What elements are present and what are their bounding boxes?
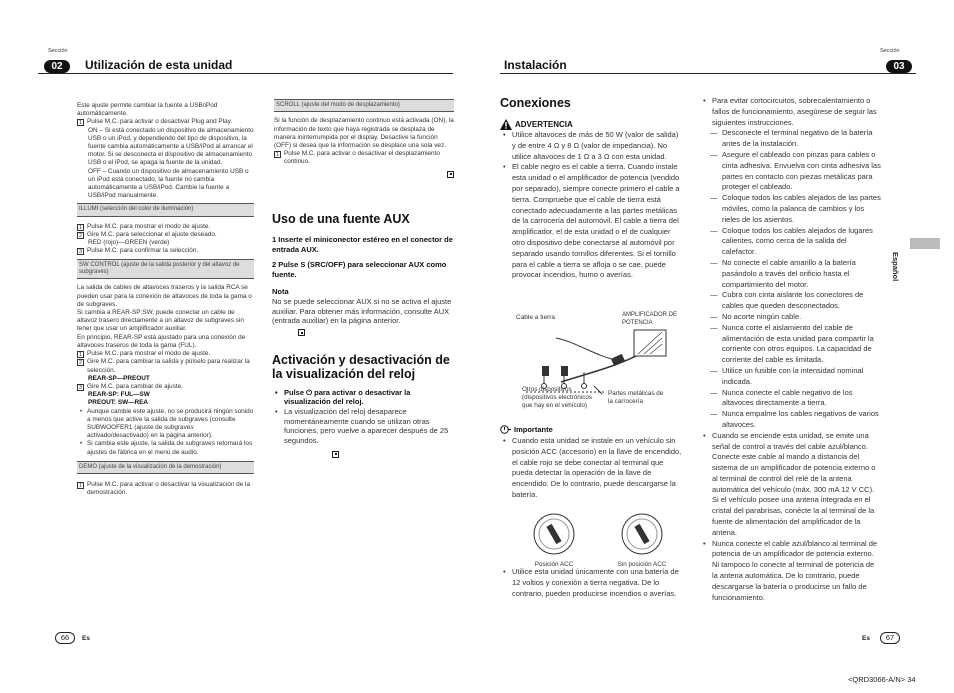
section-heading: Conexiones [500, 96, 571, 110]
dash-item: — Coloque todos los cables alejados de las partes móviles, como la palanca de cambios y los rieles de los asientos. [700, 193, 882, 225]
paragraph: Si cambia a REAR-SP:SW, puede conectar un cable de altavoz trasero directamente a un altavoz de subgraves sin tener que usar un amplificador auxiliar. [77, 309, 244, 333]
figure-label: Partes metálicas de la carrocería [608, 390, 664, 405]
section-number: 03 [886, 60, 912, 73]
end-mark-icon [447, 171, 454, 178]
option-list: PREOUT: SW—REA [88, 399, 149, 407]
page-number-right: 67 [880, 632, 900, 644]
section-number: 02 [44, 60, 70, 73]
step-text: • Pulse ⏻ para activar o desactivar la visualización del reloj. [272, 388, 454, 407]
column-4 [700, 96, 882, 603]
dash-item: — Nunca conecte el cable negativo de los altavoces directamente a tierra. [700, 388, 882, 410]
step-text: Pulse M.C. para activar o desactivar la visualización de la demostración. [87, 481, 251, 497]
paragraph: En principio, REAR-SP está ajustado para una conexión de altavoces traseros de toda la gama (FUL). [77, 333, 246, 349]
step-text: Gire M.C. para seleccionar el ajuste deseado. [87, 231, 217, 239]
warning-label: ADVERTENCIA [515, 120, 573, 129]
intro-text: Este ajuste permite cambiar la fuente a USB/iPod automáticamente. [77, 102, 218, 118]
step-text: Gire M.C. para cambiar de ajuste. [87, 382, 183, 390]
step-number-icon: 1 [78, 352, 83, 359]
dash-item: — No conecte el cable amarillo a la batería pasándolo a través del orificio hasta el compartimiento del motor. [700, 258, 882, 290]
scroll-header: SCROLL (ajuste del modo de desplazamiento) [274, 99, 454, 112]
warning-bullet: • Utilice esta unidad únicamente con una batería de 12 voltios y conexión a tierra negativa. De lo contrario, pueden producirse incendios o averías. [500, 567, 682, 599]
demo-header: DEMO (ajuste de la visualización de la demostración) [77, 461, 254, 474]
step-number-icon: 1 [275, 152, 280, 159]
step-text: Pulse M.C. para mostrar el modo de ajuste. [87, 222, 211, 230]
important-icon [500, 425, 511, 434]
dash-item: — Cubra con cinta aislante los conectores de cables que queden desconectados. [700, 290, 882, 312]
section-label: Sección [48, 48, 68, 54]
dash-item: — Utilice un fusible con la intensidad nominal indicada. [700, 366, 882, 388]
ignition-noacc-figure [612, 512, 672, 566]
note-text: • La visualización del reloj desaparece momentáneamente cuando se utilizan otras funciones, pero vuelve a aparecer después de 25 segundos. [272, 407, 454, 445]
option-list: RED (rojo)—GREEN (verde) [88, 239, 170, 247]
step-number-icon: 3 [78, 384, 83, 391]
option-on: ON – Si está conectado un dispositivo de almacenamiento USB o un iPod, y dependiendo del tipo de dispositivo, la fuente cambia automáticamente a USB/iPod al arrancar el motor. Si se desconecta el dispositivo de almacenamiento USB o el iPod, se apaga la fuente de la unidad. [88, 126, 254, 167]
ignition-acc-figure [527, 512, 581, 566]
important-bullet: • Cuando esta unidad se instale en un vehículo sin posición ACC (accesorio) en la llave de encendido, el cable rojo se debe conectar al terminal que pueda detectar la operación de la llave de encendido. De lo contrario, puede descargarse la batería. [500, 436, 682, 501]
step-number-icon: 1 [78, 483, 83, 490]
column-2 [274, 99, 454, 179]
ignition-noacc-icon [612, 512, 672, 556]
battery-note [500, 567, 682, 599]
warning-bullet: • Utilice altavoces de más de 50 W (valor de salida) y de entre 4 Ω y 8 Ω (valor de impedancia). No utilice altavoces de 1 Ω a 3 Ω con esta unidad. [500, 130, 682, 162]
page-title-left: Utilización de esta unidad [85, 58, 233, 72]
important-block [500, 425, 682, 501]
dash-item: — No acorte ningún cable. [700, 312, 882, 323]
step-number-icon: 1 [78, 224, 83, 231]
dash-item: — Nunca corte el aislamiento del cable de alimentación de esta unidad para compartir la corriente con otros equipos. La capacidad de corriente del cable es limitada. [700, 323, 882, 366]
page-title-right: Instalación [504, 58, 567, 72]
dash-item: — Desconecte el terminal negativo de la batería antes de la instalación. [700, 128, 882, 150]
step-number-icon: 2 [78, 360, 83, 367]
note-bullet: • Aunque cambie este ajuste, no se producirá ningún sonido a menos que active la salida de subgraves (consulte SUBWOOFER1 (ajuste de subgraves activado/desactivado) en la página anterior). [77, 408, 254, 441]
warning-bullet: • El cable negro es el cable a tierra. Cuando instale esta unidad o el amplificador de potencia (vendido por separado), siempre conecte primero el cable a tierra. Compruebe que el cable de tierra está conectado adecuadamente a las partes metálicas de la carrocería del automóvil. El cable a tierra del amplificador, el de esta unidad o el de cualquier otro dispositivo debe conectarse al automóvil por separado usando tornillos diferentes. Si el tornillo para el cable a tierra se afloja o se cae, puede provocar incendios, humo o averías. [500, 162, 682, 281]
step-number-icon: 2 [78, 233, 83, 240]
note-text: No se puede seleccionar AUX si no se activa el ajuste auxiliar. Para obtener más información, consulte AUX (entrada auxiliar) en la página anterior. [272, 296, 452, 326]
language-side-label: Español [891, 252, 900, 282]
section-heading: Activación y desactivación de la visualización del reloj [272, 352, 450, 381]
ignition-acc-icon [527, 512, 581, 556]
sw-control-header: SW CONTROL (ajuste de la salida posterior y del altavoz de subgraves) [77, 259, 254, 280]
important-label: Importante [514, 425, 553, 434]
step-text: Pulse M.C. para mostrar el modo de ajuste. [87, 350, 211, 358]
end-mark-icon [332, 451, 339, 458]
column-3 [500, 96, 682, 281]
dash-item: — Asegure el cableado con pinzas para cables o cinta adhesiva. Envuelva con cinta adhesiva las partes en contacto con piezas metálicas para proteger el cableado. [700, 150, 882, 193]
instruction-bullet: • Nunca conecte el cable azul/blanco al terminal de potencia de un amplificador de potencia externo. Ni tampoco lo conecte al terminal de potencia de la antena automática. De lo contrario, puede descargarse la batería o producirse un fallo de funcionamiento. [700, 539, 882, 604]
instruction-bullet: • Para evitar cortocircuitos, sobrecalentamiento o fallos de funcionamiento, asegúrese de seguir las siguientes instrucciones. [700, 96, 882, 128]
figure-label: Otros dispositivos (dispositivos electrónicos que hay en el vehículo) [522, 386, 592, 409]
figure-label: AMPLIFICADOR DE POTENCIA [622, 312, 678, 326]
section-heading: Uso de una fuente AUX [272, 212, 410, 226]
step-text: Pulse M.C. para activar o desactivar Plug and Play. [87, 118, 233, 126]
step-text: 2 Pulse S (SRC/OFF) para seleccionar AUX como fuente. [272, 260, 447, 279]
step-text: Pulse M.C. para activar o desactivar el desplazamiento continuo. [284, 150, 440, 166]
figure-caption: Posición ACC [534, 561, 574, 568]
figure-label: Cable a tierra [516, 314, 556, 321]
illumi-header: ILLUMI (selección del color de iluminación) [77, 203, 254, 216]
step-number-icon: 1 [78, 120, 83, 127]
document-code: <QRD3066-A/N> 34 [848, 675, 916, 684]
language-tab [910, 238, 940, 249]
step-number-icon: 3 [78, 249, 83, 256]
step-text: 1 Inserte el miniconector estéreo en el conector de entrada AUX. [272, 235, 453, 254]
step-text: Gire M.C. para cambiar la salida y púlselo para realizar la selección. [87, 358, 250, 374]
option-off: OFF – Cuando un dispositivo de almacenamiento USB o un iPod está conectado, la fuente no cambia automáticamente a USB/iPod. Cambie la fuente a USB/iPod manualmente. [88, 167, 249, 200]
paragraph: Si la función de desplazamiento continuo está activada (ON), la información de texto que haya registrada se desplaza de manera ininterrumpida por el display. Desactive la función (OFF) si desea que la información se desplace una sola vez. [274, 117, 454, 150]
column-1 [77, 102, 254, 498]
dash-item: — Nunca empalme los cables negativos de varios altavoces. [700, 409, 882, 431]
warning-icon [500, 119, 512, 130]
aux-section [272, 212, 454, 463]
note-bullet: • Si cambia este ajuste, la salida de subgraves retomará los ajustes de fábrica en el menú de audio. [77, 440, 254, 456]
instruction-bullet: • Cuando se enciende esta unidad, se emite una señal de control a través del cable azul/blanco. Conecte este cable al mando a distancia del sistema de un amplificador de potencia externo o al terminal de control del relé de la antena automática del vehículo (máx. 300 mA 12 V CC). Si el vehículo posee una antena integrada en el cristal del parabrisas, conécte la al terminal de la fuente de alimentación del amplificador de la antena. [700, 431, 882, 539]
step-text: Pulse M.C. para confirmar la selección. [87, 247, 199, 255]
figure-caption: Sin posición ACC [617, 561, 667, 568]
ground-diagram [516, 312, 676, 412]
option-list: REAR-SP—PREOUT [88, 374, 150, 382]
language-code: Es [82, 635, 90, 642]
end-mark-icon [298, 329, 305, 336]
option-list: REAR-SP: FUL—SW [88, 391, 150, 399]
page-number-left: 66 [55, 632, 75, 644]
section-label: Sección [880, 48, 900, 54]
paragraph: La salida de cables de altavoces traseros y la salida RCA se pueden usar para la conexión de altavoces de toda la gama o de subgraves. [77, 284, 252, 308]
language-code: Es [862, 635, 870, 642]
dash-item: — Coloque todos los cables alejados de lugares calientes, como cerca de la salida del calefactor. [700, 226, 882, 258]
note-label: Nota [272, 287, 289, 297]
